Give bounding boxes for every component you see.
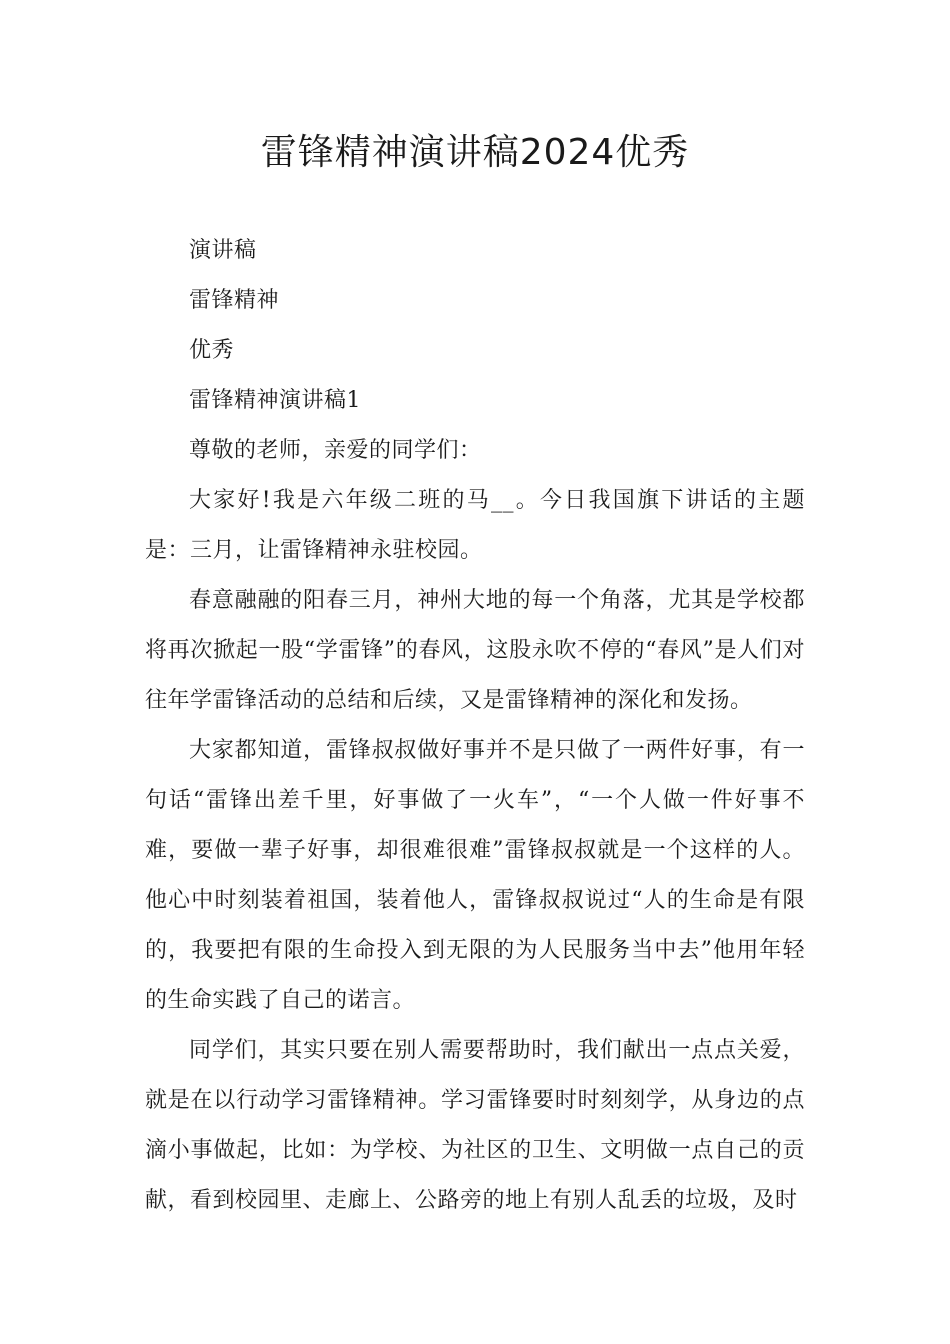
paragraph-keyword-3: 优秀 [189,338,235,363]
document-body [145,226,805,1226]
paragraph-spring: 春意融融的阳春三月，神州大地的每一个角落，尤其是学校都将再次掀起一股“学雷锋”的春风，这股永吹不停的“春风”是人们对往年学雷锋活动的总结和后续，又是雷锋精神的深化和发扬。 [145,588,805,713]
paragraph-keyword-1: 演讲稿 [189,238,257,263]
paragraph-classmates: 同学们，其实只要在别人需要帮助时，我们献出一点点关爱，就是在以行动学习雷锋精神。学习雷锋要时时刻刻学，从身边的点滴小事做起，比如：为学校、为社区的卫生、文明做一点自己的贡献，看到校园里、走廊上、公路旁的地上有别人乱丢的垃圾，及时 [145,1038,805,1213]
salutation: 尊敬的老师，亲爱的同学们： [189,438,482,463]
document-title: 雷锋精神演讲稿2024优秀 [260,132,690,173]
paragraph-leifeng: 大家都知道，雷锋叔叔做好事并不是只做了一两件好事，有一句话“雷锋出差千里，好事做了一火车”，“一个人做一件好事不难，要做一辈子好事，却很难很难”雷锋叔叔就是一个这样的人。他心中时刻装着祖国，装着他人，雷锋叔叔说过“人的生命是有限的，我要把有限的生命投入到无限的为人民服务当中去”他用年轻的生命实践了自己的诺言。 [145,738,805,1013]
paragraph-keyword-2: 雷锋精神 [189,288,280,313]
section-heading: 雷锋精神演讲稿1 [189,388,361,413]
paragraph-intro: 大家好!我是六年级二班的马__。今日我国旗下讲话的主题是：三月，让雷锋精神永驻校园。 [145,488,805,563]
